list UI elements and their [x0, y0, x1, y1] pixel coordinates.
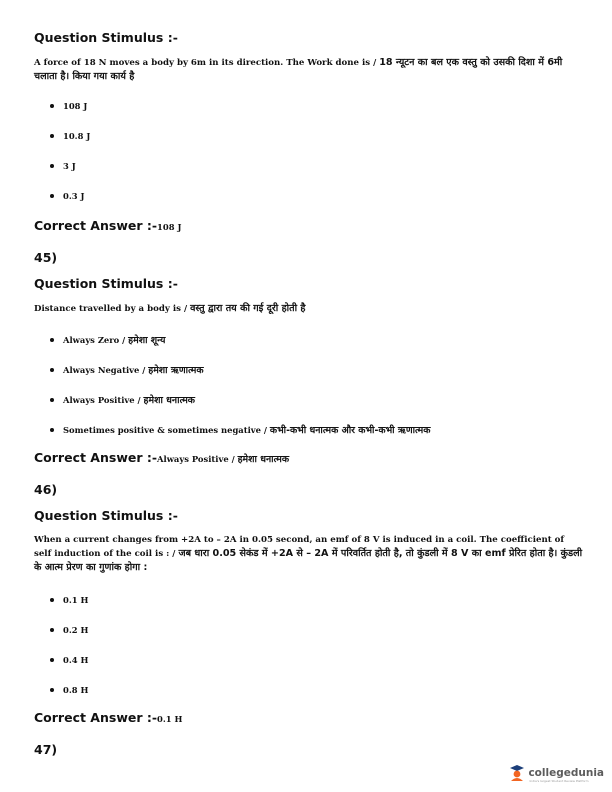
answer-option [50, 191, 84, 201]
answer-option [50, 101, 87, 111]
bullet-icon [50, 338, 54, 342]
option-text-hindi: हमेशा ऋणात्मक [148, 365, 204, 376]
bullet-icon [50, 688, 54, 692]
bullet-icon [50, 598, 54, 602]
answer-option [50, 131, 90, 141]
question-number: 47) [34, 742, 58, 757]
bullet-icon [50, 194, 54, 198]
question-stem-english: When a current changes from +2A to – 2A in 0.05 second, an emf of 8 V is induced in a coil. The coefficient of self induction of the coil is : / [34, 535, 565, 559]
option-text: 0.2 H [63, 625, 89, 635]
answer-option [50, 625, 88, 635]
answer-option [50, 655, 88, 665]
option-text: Always Negative / [63, 365, 149, 375]
logo-name: collegedunia [528, 767, 604, 779]
question-stem [34, 302, 584, 316]
correct-answer [34, 450, 289, 465]
answer-option [50, 333, 165, 346]
question-stem-hindi: 18 न्यूटन का बल एक वस्तु को उसकी दिशा में 6मी चलाता है। किया गया कार्य है [34, 57, 563, 82]
correct-answer-value: 108 J [157, 222, 182, 232]
correct-answer-hindi: हमेशा धनात्मक [237, 454, 290, 465]
correct-answer-label: Correct Answer :- [34, 450, 158, 465]
option-text: Sometimes positive & sometimes negative / [63, 425, 270, 435]
bullet-icon [50, 134, 54, 138]
question-stem [34, 56, 584, 84]
correct-answer-label: Correct Answer :- [34, 710, 158, 725]
option-text: 108 J [63, 101, 88, 111]
bullet-icon [50, 104, 54, 108]
question-stem-hindi: जब धारा 0.05 सेकंड में +2A से – 2A में परिवर्तित होती है, तो कुंडली में 8 V का emf प्रेरित होता है। कुंडली के आत्म प्रेरण का गुणांक होगा : [34, 548, 583, 573]
logo-tagline: India's largest Student Review Platform [529, 779, 589, 783]
option-text: 0.1 H [63, 595, 89, 605]
option-text: Always Zero / [63, 335, 129, 345]
bullet-icon [50, 164, 54, 168]
question-stimulus-heading: Question Stimulus :- [34, 30, 178, 45]
bullet-icon [50, 428, 54, 432]
answer-option [50, 161, 76, 171]
collegedunia-logo [509, 764, 604, 782]
question-stem-english: A force of 18 N moves a body by 6m in its direction. The Work done is / [34, 58, 380, 68]
answer-option [50, 595, 88, 605]
question-stem-hindi: वस्तु द्वारा तय की गई दूरी होती है [190, 303, 306, 314]
option-text: 10.8 J [63, 131, 91, 141]
option-text: 0.4 H [63, 655, 89, 665]
correct-answer-label: Correct Answer :- [34, 218, 158, 233]
graduate-icon [509, 764, 525, 782]
correct-answer-value: 0.1 H [157, 714, 183, 724]
option-text-hindi: कभी-कभी धनात्मक और कभी-कभी ऋणात्मक [269, 425, 431, 436]
correct-answer [34, 218, 181, 233]
question-stem-english: Distance travelled by a body is / [34, 304, 191, 314]
bullet-icon [50, 628, 54, 632]
option-text-hindi: हमेशा शून्य [128, 335, 166, 346]
answer-option [50, 685, 88, 695]
option-text: Always Positive / [63, 395, 144, 405]
answer-option [50, 363, 204, 376]
question-stem [34, 534, 584, 575]
option-text: 0.8 H [63, 685, 89, 695]
answer-option [50, 423, 431, 436]
answer-option [50, 393, 195, 406]
bullet-icon [50, 368, 54, 372]
question-stimulus-heading: Question Stimulus :- [34, 508, 178, 523]
option-text: 0.3 J [63, 191, 85, 201]
question-stimulus-heading: Question Stimulus :- [34, 276, 178, 291]
bullet-icon [50, 658, 54, 662]
question-number: 46) [34, 482, 58, 497]
option-text: 3 J [63, 161, 76, 171]
correct-answer [34, 710, 182, 725]
option-text-hindi: हमेशा धनात्मक [143, 395, 196, 406]
correct-answer-english: Always Positive / [157, 454, 238, 464]
bullet-icon [50, 398, 54, 402]
correct-answer-value [157, 454, 289, 464]
question-number: 45) [34, 250, 58, 265]
